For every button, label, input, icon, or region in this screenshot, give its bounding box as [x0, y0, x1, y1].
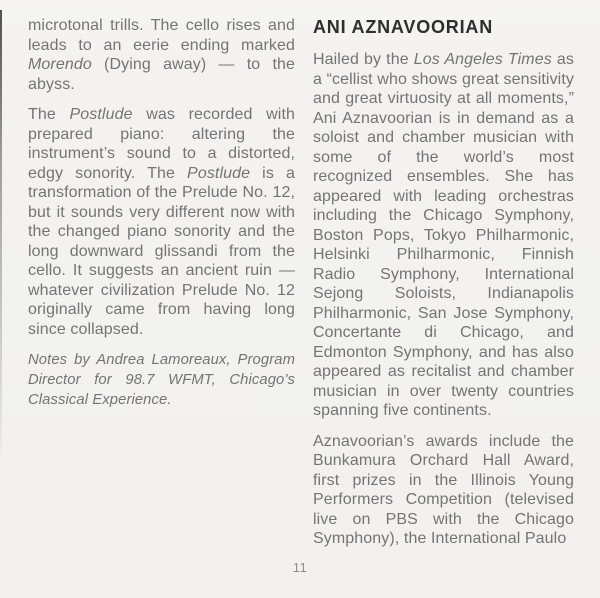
- italic-text-segment: Postlude: [187, 164, 251, 182]
- scan-edge-shadow: [0, 10, 2, 455]
- paragraph: [28, 16, 295, 94]
- paragraph: [28, 105, 295, 339]
- text-segment: was recorded with prepared piano: altering the instrument’s sound to a distorted, edgy sonority. The: [28, 106, 295, 182]
- text-segment: is a transformation of the Prelude No. 12, but it sounds very different now with the changed piano sonority and the long downward glissandi from the cello. It suggests an ancient ruin — whatever civilization Prelude No. 12 originally came from having long since collapsed.: [28, 164, 295, 338]
- artist-heading: ANI AZNAVOORIAN: [313, 17, 493, 37]
- italic-text-segment: Los Angeles Times: [413, 51, 552, 68]
- right-column-paragraphs: [313, 50, 574, 549]
- italic-text-segment: Morendo: [28, 56, 92, 73]
- page-number: 11: [292, 560, 308, 575]
- paragraph: [313, 50, 574, 421]
- text-segment: The: [28, 106, 70, 123]
- left-column: [28, 16, 295, 421]
- paragraph: [313, 432, 574, 549]
- right-column: [313, 16, 574, 560]
- text-segment: as a “cellist who shows great sensitivity and great virtuosity at all moments,” Ani Aznavoorian is in demand as a soloist and chamber musician with some of the world’s most recognized ensembles. She has appeared with leading orchestras including the Chicago Symphony, Boston Pops, Tokyo Philharmonic, Helsinki Philharmonic, Finnish Radio Symphony, International Sejong Soloists, Indianapolis Philharmonic, San Jose Symphony, Concertante di Chicago, and Edmonton Symphony, and has also appeared as recitalist and chamber musician in over twenty countries spanning five continents.: [313, 51, 574, 419]
- text-segment: Aznavoorian’s awards include the Bunkamura Orchard Hall Award, first prizes in the Illinois Young Performers Competition (televised live on PBS with the Chicago Symphony), the International Paulo: [313, 432, 574, 547]
- italic-text-segment: Postlude: [69, 106, 133, 123]
- italic-text-segment: Notes by Andrea Lamoreaux, Program Director for 98.7 WFMT, Chicago’s Classical Experience.: [28, 352, 295, 408]
- paragraph: [28, 350, 295, 410]
- left-column-paragraphs: [28, 16, 295, 410]
- text-segment: microtonal trills. The cello rises and leads to an eerie ending marked: [28, 17, 295, 54]
- text-segment: (Dying away) — to the abyss.: [28, 56, 295, 93]
- text-segment: Hailed by the: [313, 51, 414, 68]
